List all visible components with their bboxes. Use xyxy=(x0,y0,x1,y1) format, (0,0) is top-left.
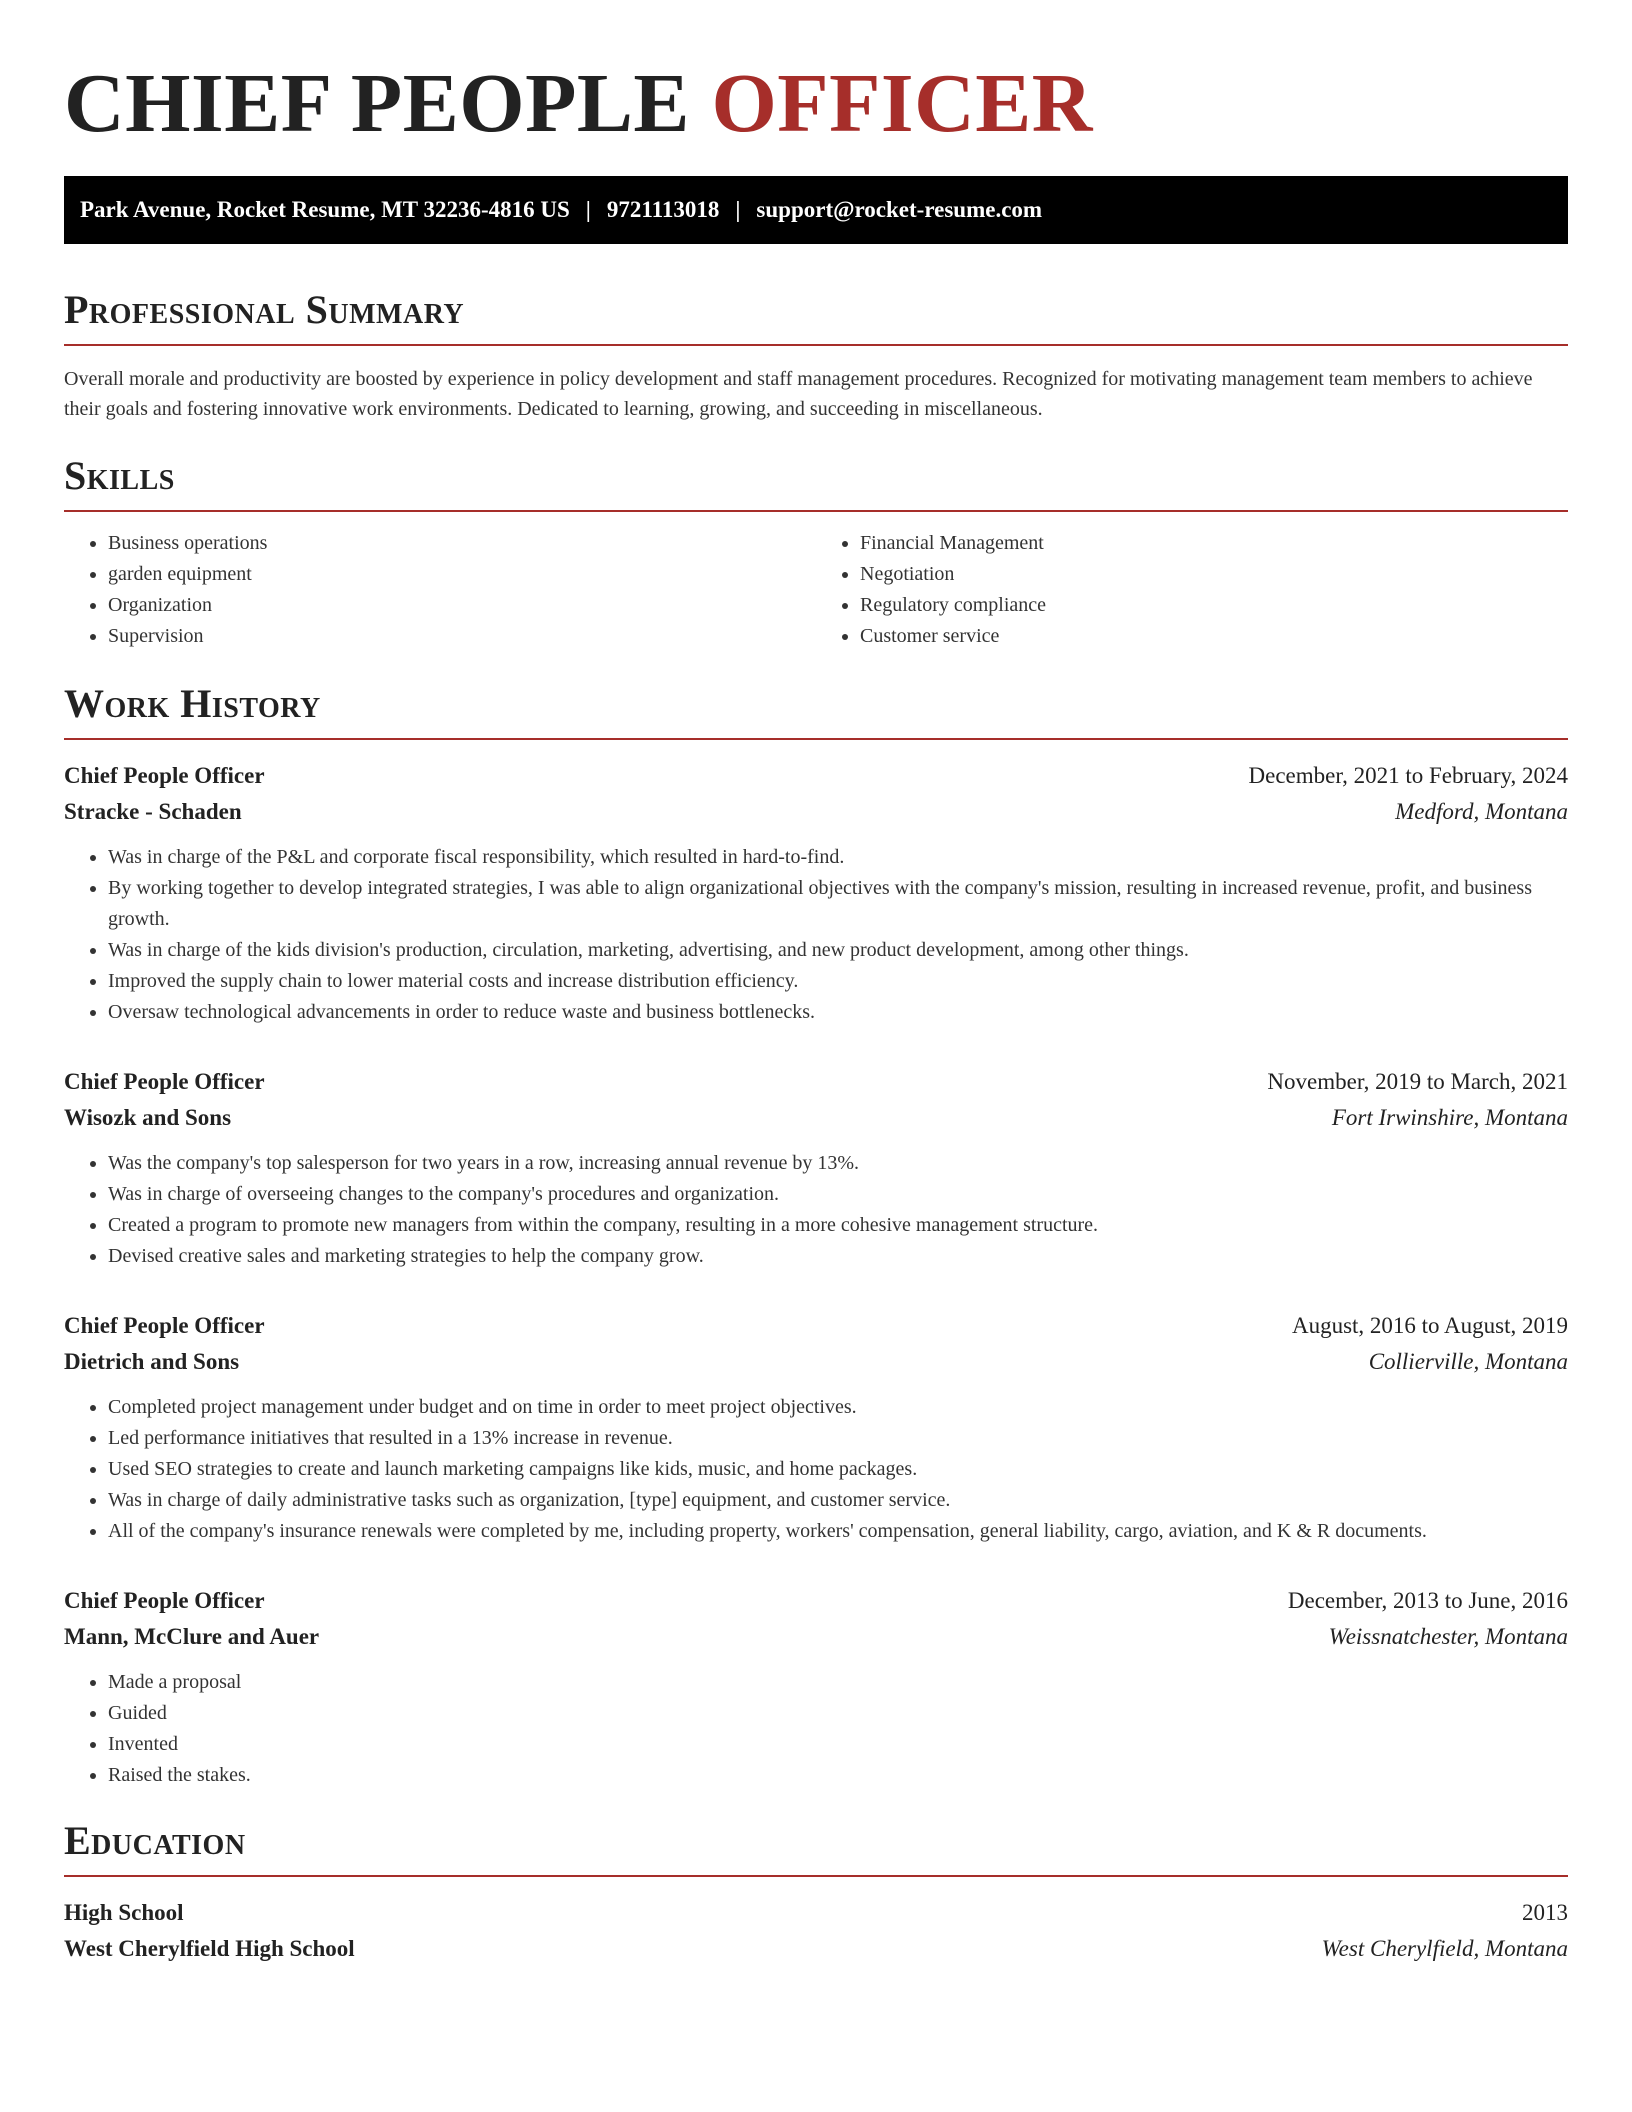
education-location: West Cherylfield, Montana xyxy=(1321,1936,1568,1961)
education-header-row xyxy=(64,1895,1568,1931)
job-header-row xyxy=(64,758,1568,794)
job-bullet: • All of the company's insurance renewals were completed by me, including property, workers' compensation, general liability, cargo, aviation, and K & R documents. xyxy=(108,1516,1568,1547)
contact-email: support@rocket-resume.com xyxy=(756,197,1043,222)
section-divider xyxy=(64,344,1568,346)
skill-item: • garden equipment xyxy=(108,559,816,590)
job-entry xyxy=(64,1583,1568,1791)
job-entry xyxy=(64,758,1568,1028)
job-company: Wisozk and Sons xyxy=(64,1105,232,1130)
job-bullet: • Was in charge of the kids division's production, circulation, marketing, advertising, and new product development, among other things. xyxy=(108,935,1568,966)
job-title: Chief People Officer xyxy=(64,1588,265,1613)
skill-item: • Regulatory compliance xyxy=(860,590,1568,621)
education-year: 2013 xyxy=(1522,1900,1568,1925)
education-school: West Cherylfield High School xyxy=(64,1936,355,1961)
education-degree: High School xyxy=(64,1900,184,1925)
job-bullet: • Was in charge of daily administrative tasks such as organization, [type] equipment, and customer service. xyxy=(108,1485,1568,1516)
job-bullet: • Was in charge of overseeing changes to the company's procedures and organization. xyxy=(108,1179,1568,1210)
job-dates: December, 2021 to February, 2024 xyxy=(1248,763,1568,788)
job-bullet: • By working together to develop integrated strategies, I was able to align organizational objectives with the company's mission, resulting in increased revenue, profit, and business growth. xyxy=(108,873,1568,935)
job-bullets xyxy=(64,1667,1568,1791)
job-title: Chief People Officer xyxy=(64,1313,265,1338)
job-location: Medford, Montana xyxy=(1395,799,1568,824)
job-bullet: • Used SEO strategies to create and launch marketing campaigns like kids, music, and home packages. xyxy=(108,1454,1568,1485)
contact-bar xyxy=(64,176,1568,244)
job-bullet: • Improved the supply chain to lower material costs and increase distribution efficiency. xyxy=(108,966,1568,997)
skills-grid xyxy=(64,528,1568,652)
job-company: Stracke - Schaden xyxy=(64,799,242,824)
job-location: Fort Irwinshire, Montana xyxy=(1331,1105,1568,1130)
job-bullets xyxy=(64,1392,1568,1547)
job-header-row xyxy=(64,1064,1568,1100)
summary-heading: Professional Summary xyxy=(64,287,465,332)
contact-separator: | xyxy=(585,197,591,222)
job-header-row xyxy=(64,1308,1568,1344)
job-location: Collierville, Montana xyxy=(1368,1349,1568,1374)
job-bullets xyxy=(64,1148,1568,1272)
skill-item: • Financial Management xyxy=(860,528,1568,559)
job-company-row xyxy=(64,1344,1568,1380)
job-bullet: • Invented xyxy=(108,1729,1568,1760)
skill-item: • Customer service xyxy=(860,621,1568,652)
name-accent: OFFICER xyxy=(711,57,1093,150)
education-heading: Education xyxy=(64,1818,246,1863)
education-school-row xyxy=(64,1931,1568,1967)
job-company: Dietrich and Sons xyxy=(64,1349,240,1374)
job-company-row xyxy=(64,1619,1568,1655)
skill-item: • Supervision xyxy=(108,621,816,652)
job-bullet: • Completed project management under budget and on time in order to meet project objectives. xyxy=(108,1392,1568,1423)
job-entry xyxy=(64,1308,1568,1547)
job-bullet: • Was in charge of the P&L and corporate fiscal responsibility, which resulted in hard-to-find. xyxy=(108,842,1568,873)
job-title: Chief People Officer xyxy=(64,1069,265,1094)
name-main: CHIEF PEOPLE xyxy=(64,57,690,150)
job-bullets xyxy=(64,842,1568,1028)
skill-item: • Organization xyxy=(108,590,816,621)
job-dates: November, 2019 to March, 2021 xyxy=(1267,1069,1568,1094)
education-entry xyxy=(64,1895,1568,1967)
summary-text: Overall morale and productivity are boosted by experience in policy development and staff management procedures. Recognized for motivating management team members to achieve their goals and fostering innovative work environments. Dedicated to learning, growing, and succeeding in miscellaneous. xyxy=(64,368,1533,420)
job-company-row xyxy=(64,1100,1568,1136)
job-bullet: • Guided xyxy=(108,1698,1568,1729)
skills-column-right xyxy=(816,528,1568,652)
contact-address: Park Avenue, Rocket Resume, MT 32236-4816 US xyxy=(80,197,570,222)
job-entry xyxy=(64,1064,1568,1272)
section-divider xyxy=(64,510,1568,512)
job-dates: August, 2016 to August, 2019 xyxy=(1291,1313,1568,1338)
job-dates: December, 2013 to June, 2016 xyxy=(1287,1588,1568,1613)
job-bullet: • Devised creative sales and marketing strategies to help the company grow. xyxy=(108,1241,1568,1272)
job-bullet: • Created a program to promote new managers from within the company, resulting in a more cohesive management structure. xyxy=(108,1210,1568,1241)
section-divider xyxy=(64,738,1568,740)
skills-heading: Skills xyxy=(64,453,175,498)
job-bullet: • Made a proposal xyxy=(108,1667,1568,1698)
work-history-heading: Work History xyxy=(64,681,321,726)
job-company: Mann, McClure and Auer xyxy=(64,1624,320,1649)
contact-separator: | xyxy=(735,197,741,222)
job-company-row xyxy=(64,794,1568,830)
resume-name xyxy=(64,56,1568,152)
job-title: Chief People Officer xyxy=(64,763,265,788)
job-header-row xyxy=(64,1583,1568,1619)
job-location: Weissnatchester, Montana xyxy=(1328,1624,1568,1649)
skills-column-left xyxy=(64,528,816,652)
job-bullet: • Was the company's top salesperson for two years in a row, increasing annual revenue by 13%. xyxy=(108,1148,1568,1179)
job-bullet: • Raised the stakes. xyxy=(108,1760,1568,1791)
contact-phone: 9721113018 xyxy=(606,197,720,222)
job-bullet: • Oversaw technological advancements in order to reduce waste and business bottlenecks. xyxy=(108,997,1568,1028)
skill-item: • Business operations xyxy=(108,528,816,559)
section-divider xyxy=(64,1875,1568,1877)
job-bullet: • Led performance initiatives that resulted in a 13% increase in revenue. xyxy=(108,1423,1568,1454)
skill-item: • Negotiation xyxy=(860,559,1568,590)
